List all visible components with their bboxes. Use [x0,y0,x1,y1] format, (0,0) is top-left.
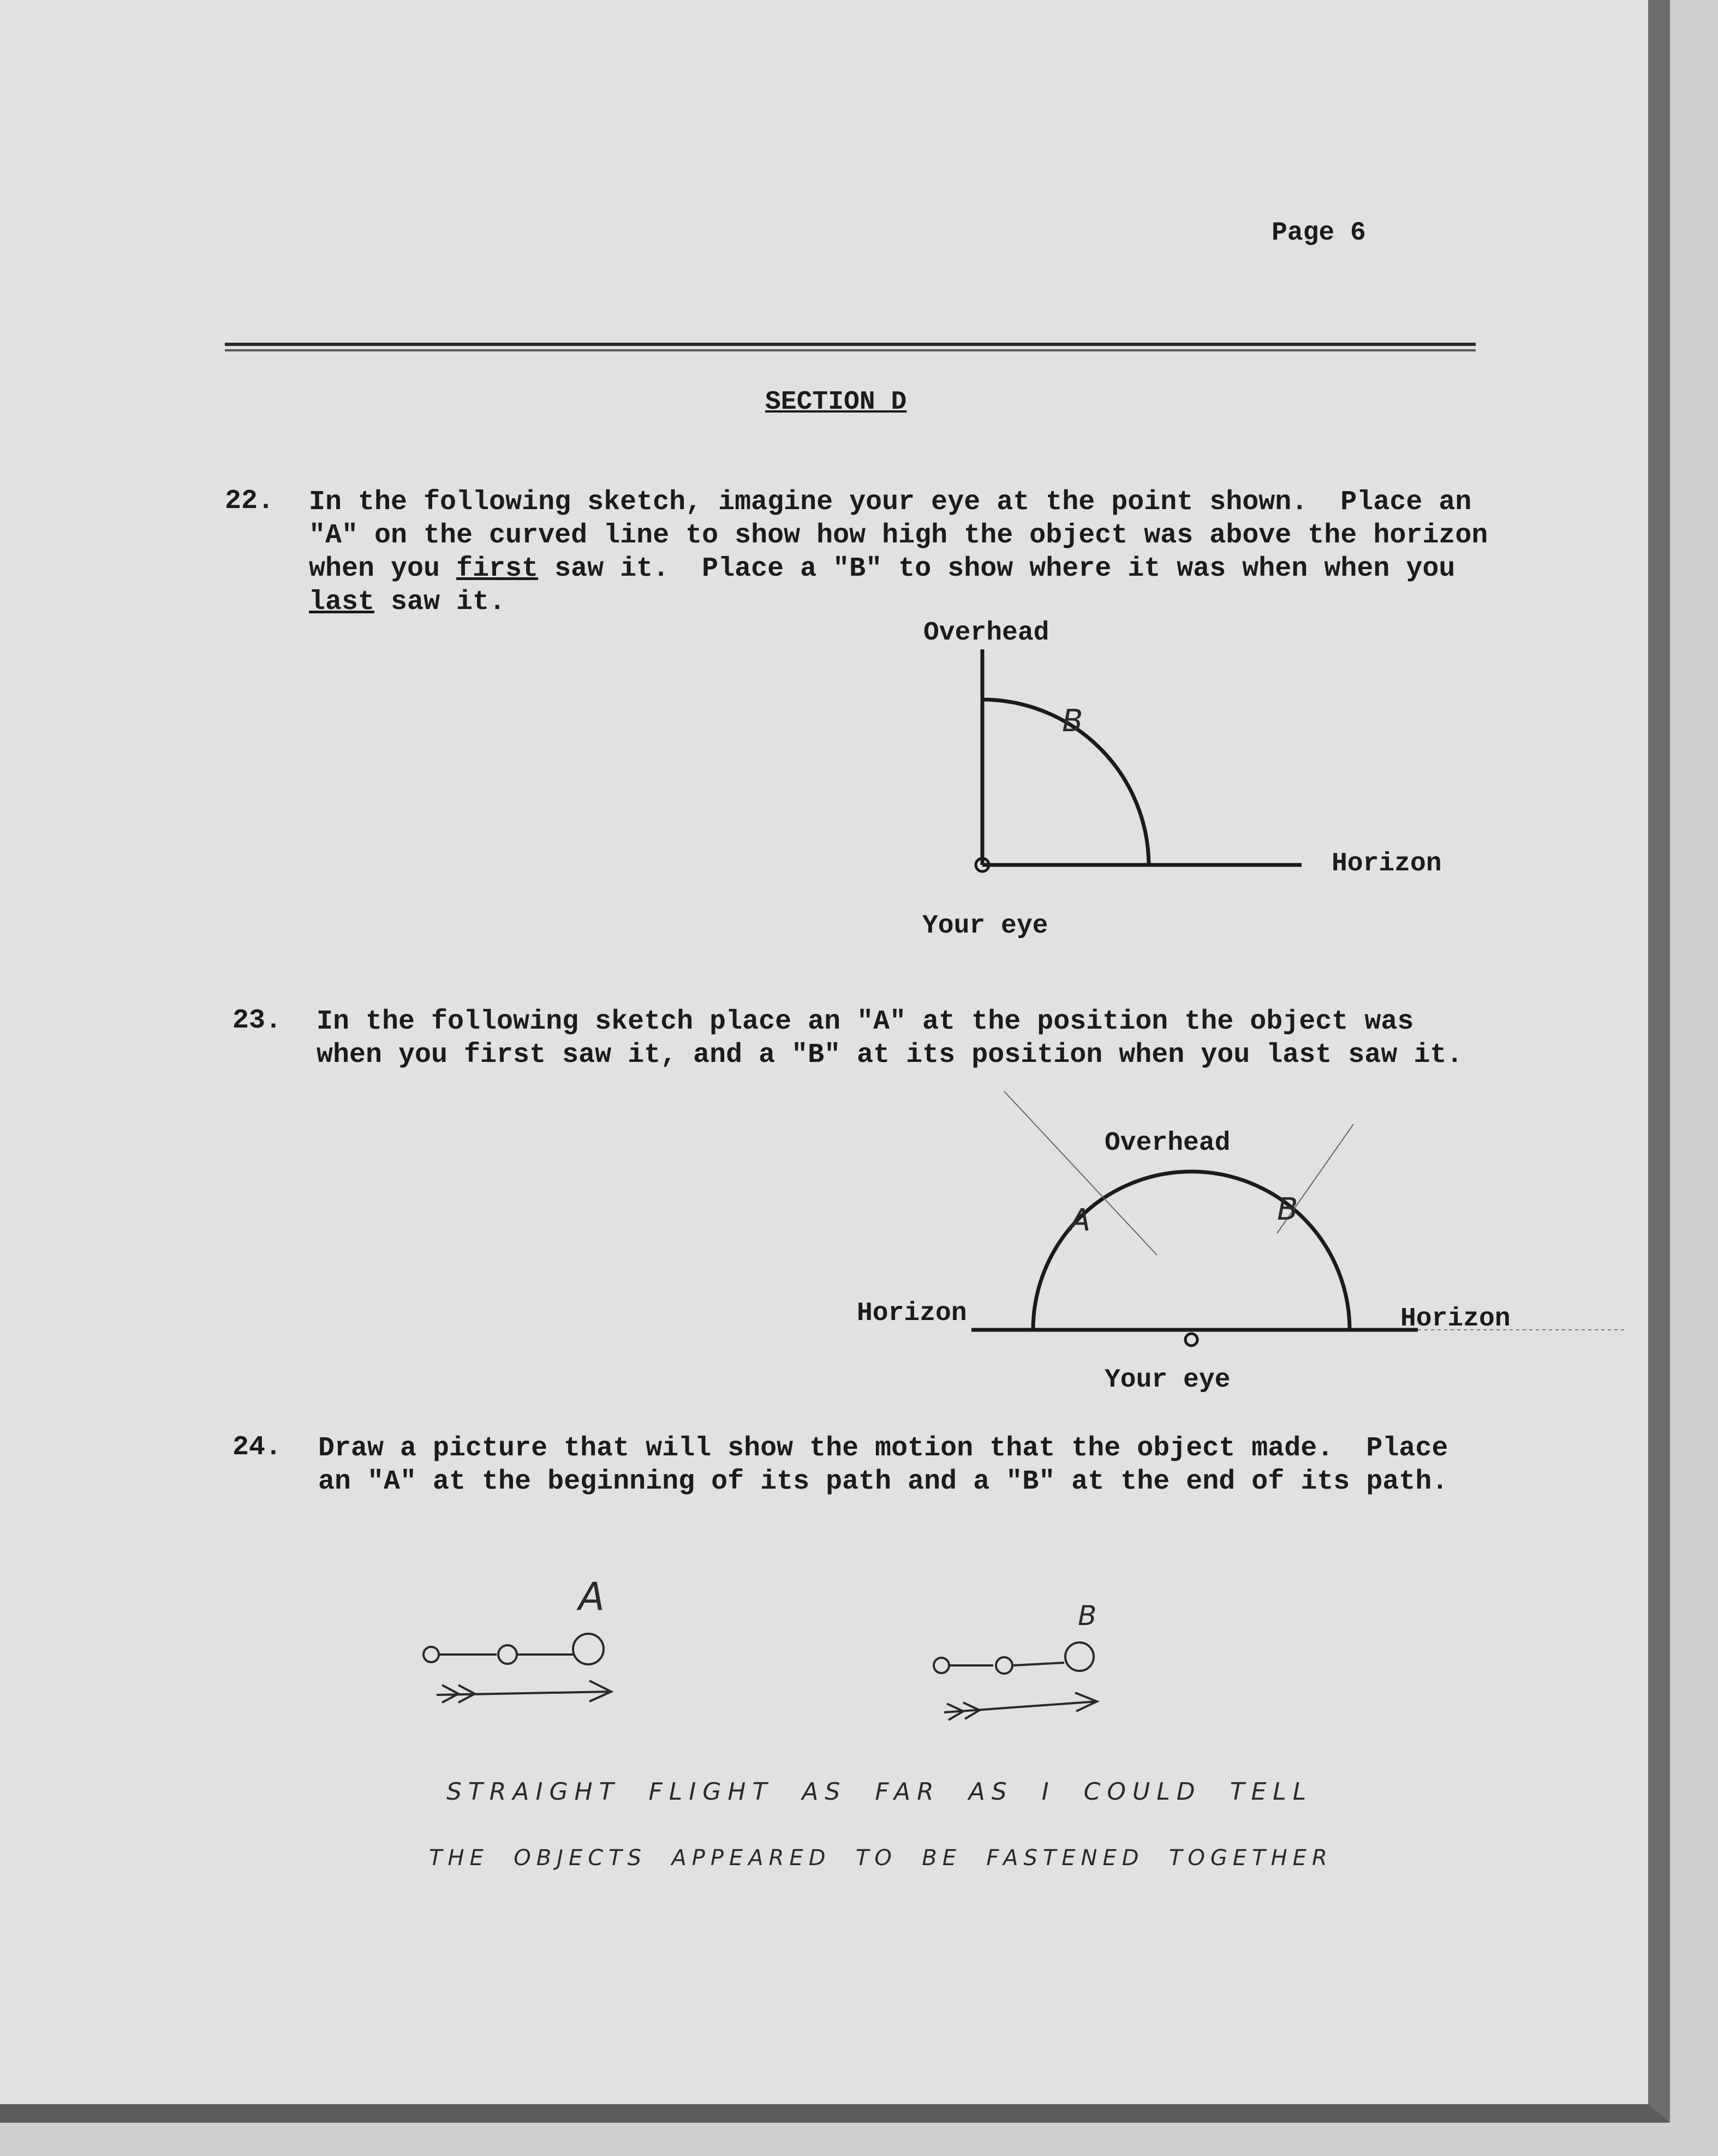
question-23-number: 23. [232,1005,282,1036]
section-title: SECTION D [765,387,907,417]
page-number: Page 6 [1272,218,1366,248]
q24-arrow-2 [944,1701,1097,1712]
handwritten-answer-line-1: STRAIGHT FLIGHT AS FAR AS I COULD TELL [446,1778,1313,1806]
q22-horizon-label: Horizon [1332,849,1442,879]
q24-object-2-large [1065,1643,1094,1671]
question-22-line-3: when you first saw it. Place a "B" to show where it was when when you [309,553,1455,584]
q22-overhead-label: Overhead [923,618,1049,648]
q23-handwritten-mark-a: A [1070,1203,1091,1238]
q24-object-2-small [934,1658,949,1673]
q23-eye-point [1185,1334,1197,1346]
question-23-line-1: In the following sketch place an "A" at the position the object was [317,1006,1414,1037]
q22-eye-label: Your eye [922,911,1048,941]
question-24-number: 24. [232,1432,282,1463]
q24-arrow-1 [437,1692,611,1695]
question-24-line-2: an "A" at the beginning of its path and a "B" at the end of its path. [318,1466,1448,1497]
question-24-line-1: Draw a picture that will show the motion that the object made. Place [318,1433,1448,1464]
q23-eye-label: Your eye [1105,1365,1231,1395]
question-22-line-1: In the following sketch, imagine your eye at the point shown. Place an [309,487,1472,518]
q23-handwritten-mark-b: B [1277,1192,1298,1227]
question-23-line-2: when you first saw it, and a "B" at its position when you last saw it. [317,1040,1463,1071]
q22-sketch [976,649,1302,871]
q24-drawing [423,1634,1097,1720]
question-22-line-4: last saw it. [309,587,506,618]
q24-object-2-mid [996,1657,1012,1674]
q24-handwritten-mark-b: B [1078,1600,1097,1632]
q24-object-1-large [573,1634,604,1664]
q23-horizon-left-label: Horizon [857,1299,967,1328]
q24-object-1-small [423,1647,439,1662]
handwritten-answer-line-2: THE OBJECTS APPEARED TO BE FASTENED TOGETHER [429,1846,1333,1871]
q24-object-1-mid [498,1645,517,1664]
q24-handwritten-mark-a: A [578,1574,605,1619]
q22-handwritten-mark: B [1062,703,1083,739]
q23-arc [1033,1172,1350,1330]
q23-overhead-label: Overhead [1105,1128,1231,1158]
question-22-number: 22. [225,486,275,517]
question-22-line-2: "A" on the curved line to show how high the object was above the horizon [309,520,1488,551]
q23-horizon-right-label: Horizon [1400,1304,1511,1334]
